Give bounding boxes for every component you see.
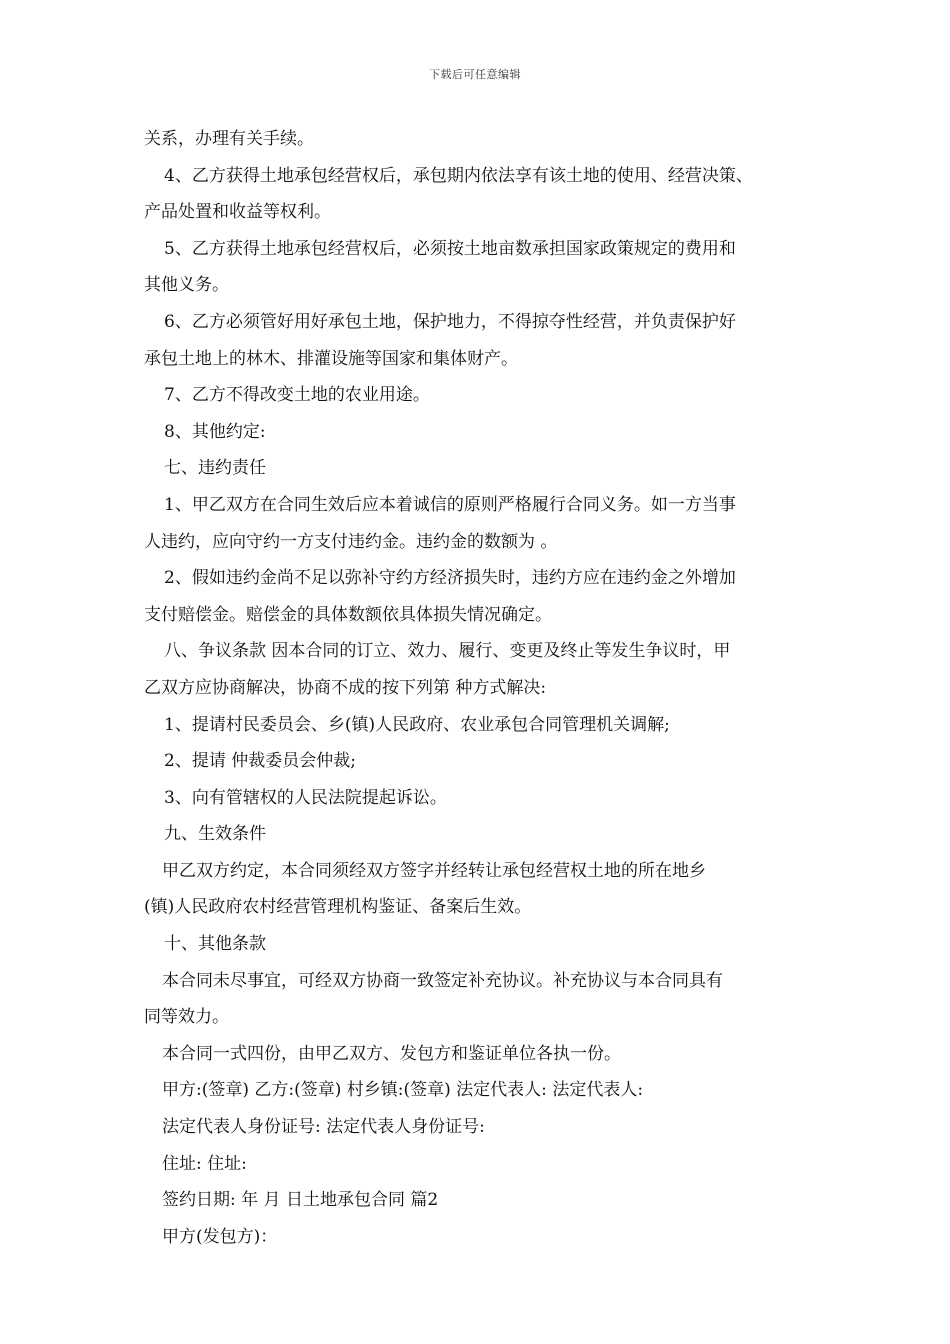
- text-line: 1、甲乙双方在合同生效后应本着诚信的原则严格履行合同义务。如一方当事: [164, 494, 736, 515]
- text-line: 2、假如违约金尚不足以弥补守约方经济损失时，违约方应在违约金之外增加: [164, 568, 736, 589]
- text-line: 住址: 住址:: [162, 1153, 247, 1174]
- text-line: 甲方:(签章) 乙方:(签章) 村乡镇:(签章) 法定代表人: 法定代表人:: [162, 1080, 644, 1101]
- text-line: 人违约，应向守约一方支付违约金。违约金的数额为 。: [144, 531, 558, 552]
- text-line: 承包土地上的林木、排灌设施等国家和集体财产。: [144, 348, 518, 369]
- text-line: 同等效力。: [144, 1007, 229, 1028]
- text-line: 1、提请村民委员会、乡(镇)人民政府、农业承包合同管理机关调解;: [164, 714, 670, 735]
- text-line: 6、乙方必须管好用好承包土地，保护地力，不得掠夺性经营，并负责保护好: [164, 311, 736, 332]
- text-line: 本合同一式四份，由甲乙双方、发包方和鉴证单位各执一份。: [162, 1043, 621, 1064]
- text-line: 九、生效条件: [164, 824, 266, 845]
- text-line: 产品处置和收益等权利。: [144, 202, 331, 223]
- text-line: 5、乙方获得土地承包经营权后，必须按土地亩数承担国家政策规定的费用和: [164, 238, 736, 259]
- text-line: 2、提请 仲裁委员会仲裁;: [164, 751, 356, 772]
- text-line: 甲方(发包方)：: [162, 1226, 278, 1247]
- text-line: 八、争议条款 因本合同的订立、效力、履行、变更及终止等发生争议时，甲: [164, 641, 731, 662]
- text-line: 4、乙方获得土地承包经营权后，承包期内依法享有该土地的使用、经营决策、: [164, 165, 753, 186]
- text-line: 法定代表人身份证号: 法定代表人身份证号:: [162, 1117, 485, 1138]
- text-line: 七、违约责任: [164, 458, 266, 479]
- document-body: [144, 121, 824, 1255]
- text-line: 签约日期: 年 月 日土地承包合同 篇2: [162, 1190, 439, 1211]
- text-line: 关系，办理有关手续。: [144, 129, 314, 149]
- text-line: 十、其他条款: [164, 934, 266, 955]
- page-header: 下载后可任意编辑: [429, 68, 521, 81]
- text-line: 其他义务。: [144, 275, 229, 296]
- text-line: 甲乙双方约定，本合同须经双方签字并经转让承包经营权土地的所在地乡: [162, 860, 706, 881]
- text-line: 乙双方应协商解决，协商不成的按下列第 种方式解决:: [144, 677, 547, 698]
- text-line: 支付赔偿金。赔偿金的具体数额依具体损失情况确定。: [144, 604, 552, 625]
- text-line: (镇)人民政府农村经营管理机构鉴证、备案后生效。: [144, 897, 532, 918]
- text-line: 8、其他约定:: [164, 421, 266, 442]
- text-line: 7、乙方不得改变土地的农业用途。: [164, 385, 430, 406]
- text-line: 本合同未尽事宜，可经双方协商一致签定补充协议。补充协议与本合同具有: [162, 970, 723, 991]
- text-line: 3、向有管辖权的人民法院提起诉讼。: [164, 787, 447, 808]
